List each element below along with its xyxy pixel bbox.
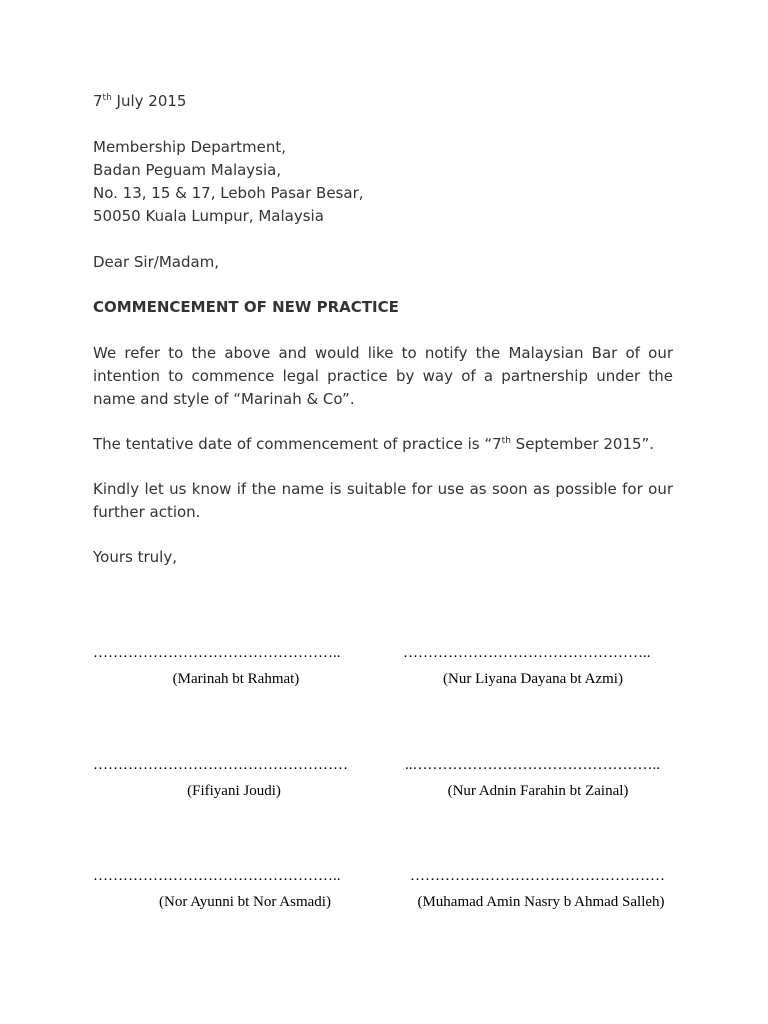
address-line: Membership Department, [93, 138, 287, 156]
signatory-name: (Nor Ayunni bt Nor Asmadi) [159, 894, 331, 910]
signatory-name: (Marinah bt Rahmat) [172, 671, 300, 687]
body-paragraph-1: We refer to the above and would like to notify the Malaysian Bar of our intention to commence legal practice by way of a partnership under the name and style of “Marinah & Co”. [93, 344, 673, 408]
body-paragraph-3: Kindly let us know if the name is suitable for use as soon as possible for our further action. [93, 480, 673, 521]
address-line: Badan Peguam Malaysia, [93, 161, 282, 179]
signatory-name: (Muhamad Amin Nasry b Ahmad Salleh) [417, 894, 665, 910]
signature-line: ..………………………………………….. [405, 757, 660, 773]
signatory-name: (Nur Liyana Dayana bt Azmi) [443, 671, 623, 687]
body-paragraph-2: The tentative date of commencement of practice is “7th September 2015”. [93, 435, 655, 453]
signature-line: …………………………………………… [410, 868, 665, 884]
signatory-name: (Nur Adnin Farahin bt Zainal) [447, 783, 629, 799]
signature-line: …………………………………………… [93, 757, 348, 773]
recipient-address [93, 136, 673, 228]
closing: Yours truly, [93, 548, 177, 566]
letter-date: 7th July 2015 [93, 92, 187, 110]
address-line: 50050 Kuala Lumpur, Malaysia [93, 207, 324, 225]
salutation: Dear Sir/Madam, [93, 253, 220, 271]
address-line: No. 13, 15 & 17, Leboh Pasar Besar, [93, 184, 364, 202]
signature-line: ………………………………………….. [93, 868, 341, 884]
signature-line: ………………………………………….. [403, 645, 651, 661]
signature-line: ………………………………………….. [93, 645, 341, 661]
signatory-name: (Fifiyani Joudi) [187, 783, 281, 799]
subject-heading: COMMENCEMENT OF NEW PRACTICE [93, 298, 399, 316]
